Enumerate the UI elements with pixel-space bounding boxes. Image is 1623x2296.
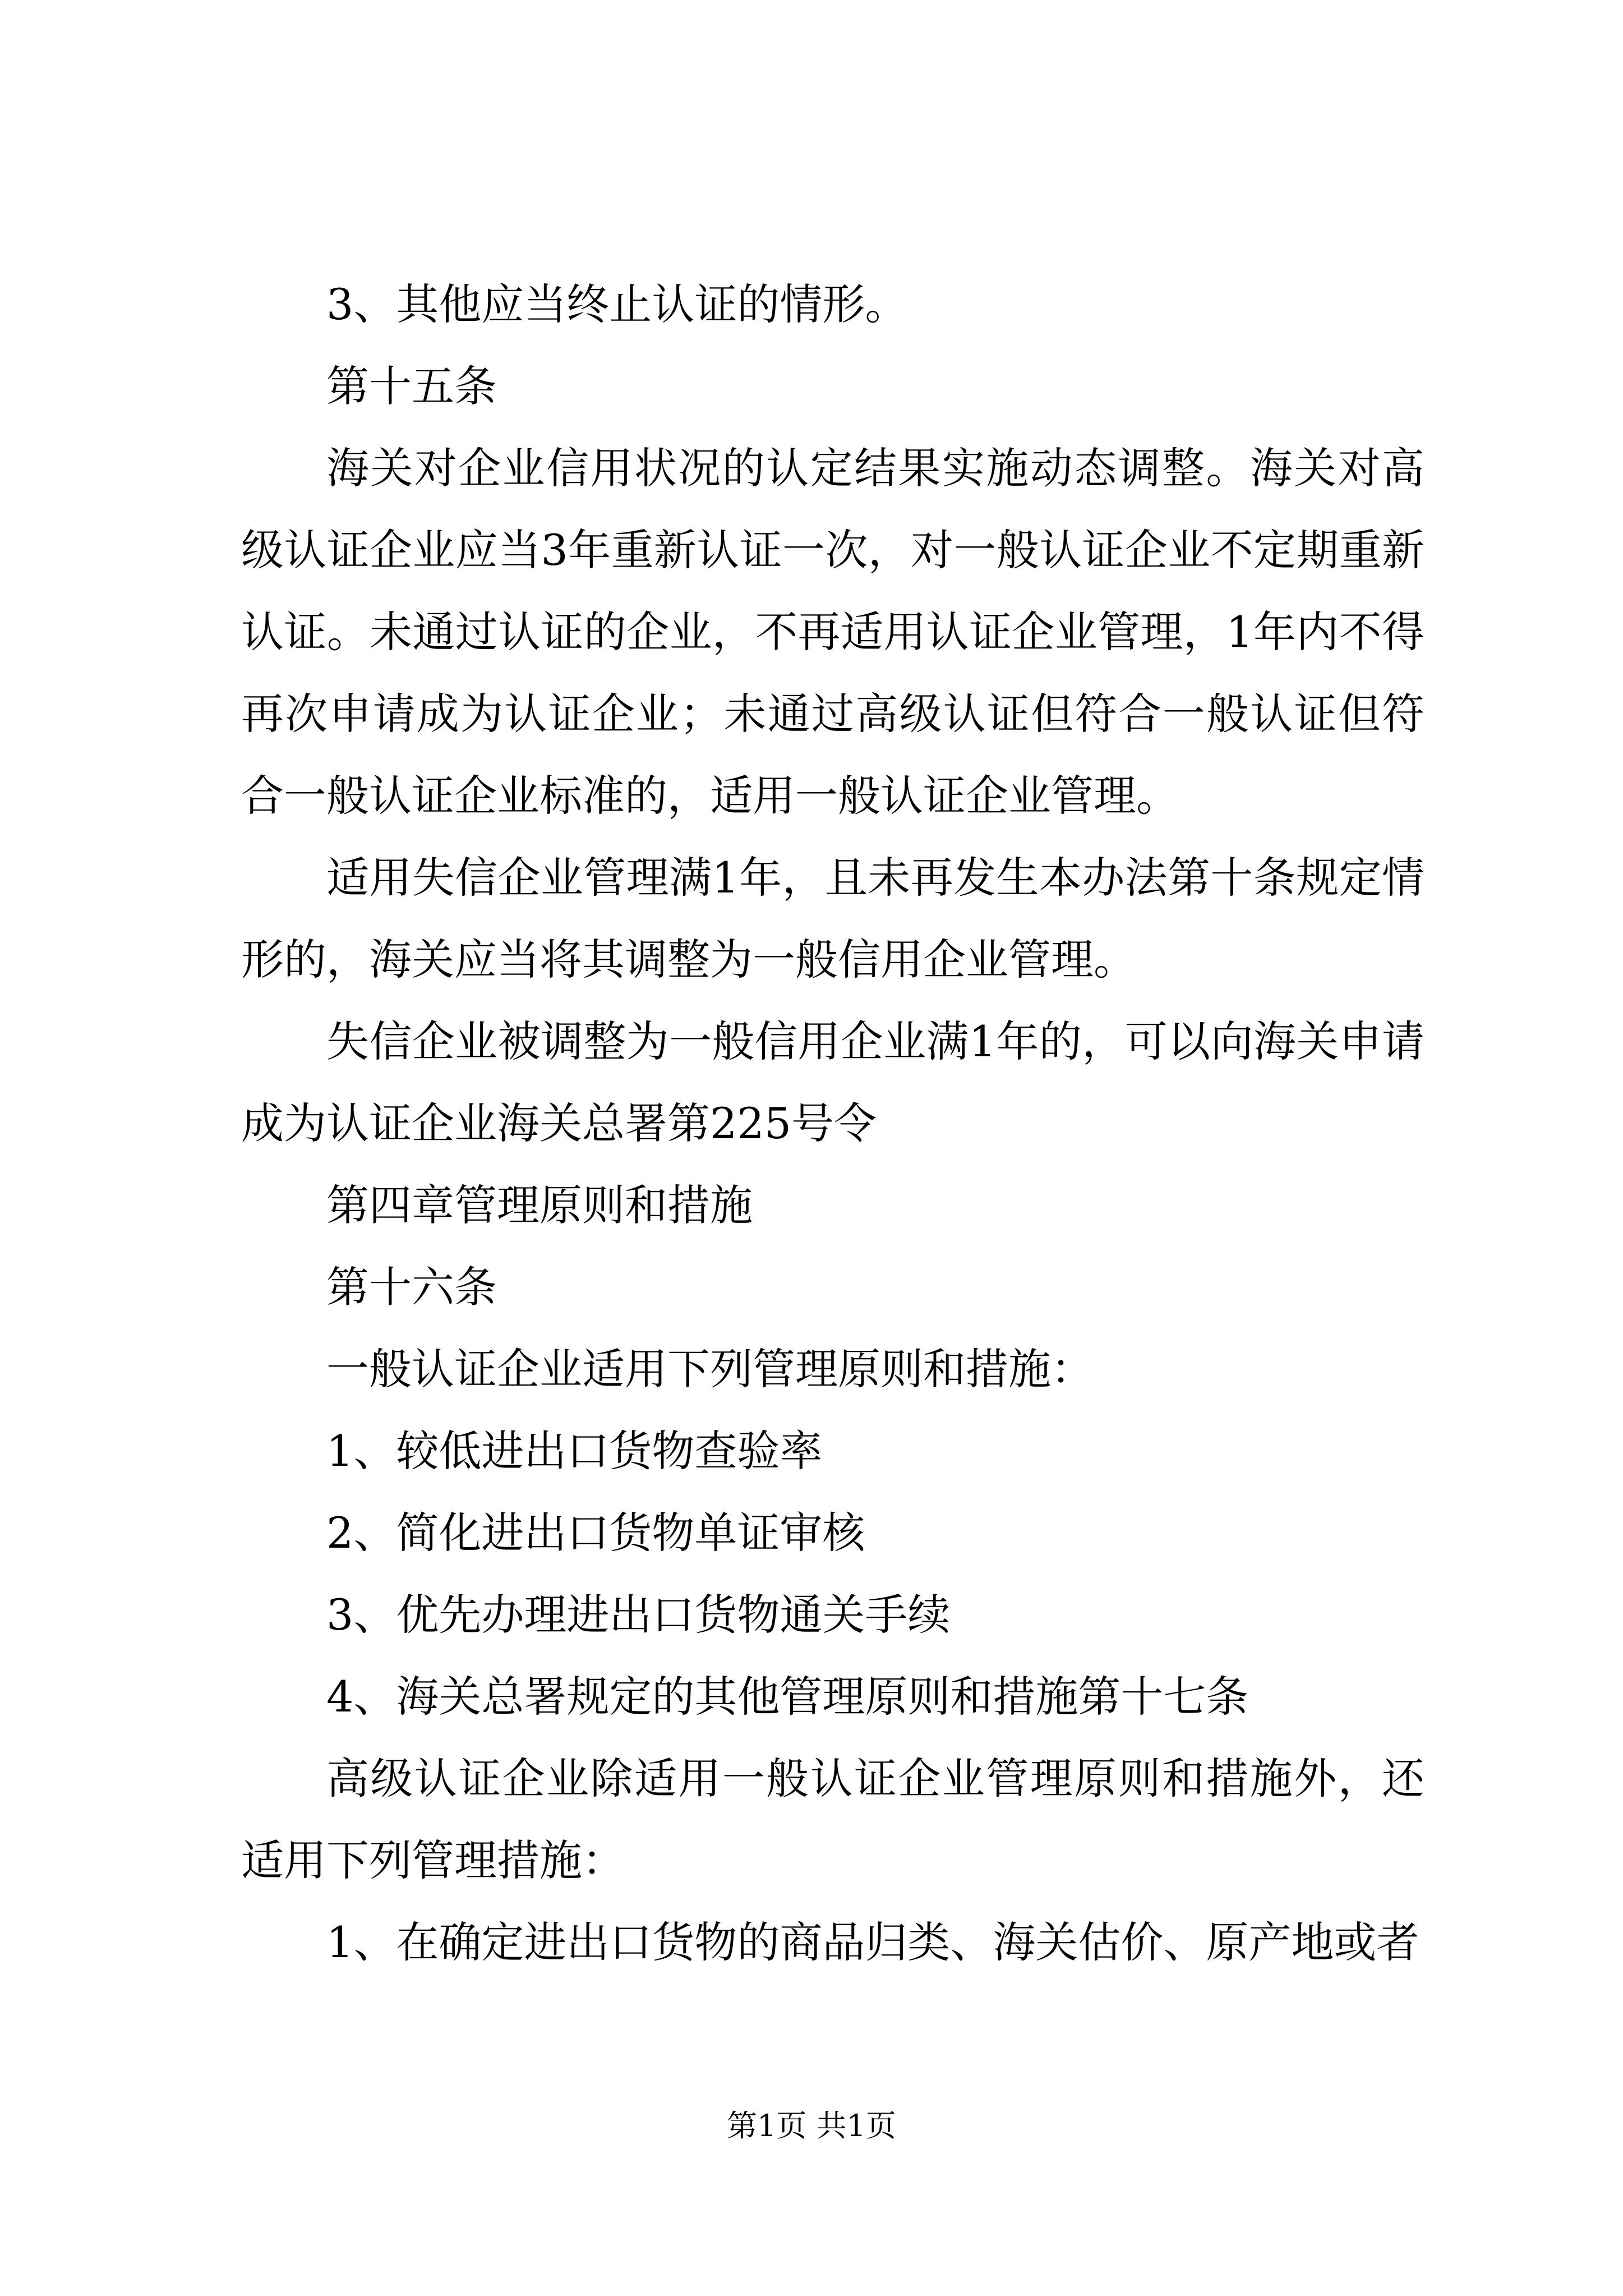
paragraph: 适用失信企业管理满1年，且未再发生本办法第十条规定情形的，海关应当将其调整为一般信用企业管理。 <box>241 853 1424 984</box>
list-item: 4、海关总署规定的其他管理原则和措施第十七条 <box>326 1672 1249 1722</box>
page-footer: 第1页 共1页 <box>727 2108 896 2143</box>
paragraph: 3、其他应当终止认证的情形。 <box>326 279 908 329</box>
document-body <box>241 264 1424 1984</box>
article-heading: 第十五条 <box>326 361 497 411</box>
list-item: 2、简化进出口货物单证审核 <box>326 1508 865 1558</box>
paragraph: 海关对企业信用状况的认定结果实施动态调整。海关对高级认证企业应当3年重新认证一次，对一般认证企业不定期重新认证。未通过认证的企业，不再适用认证企业管理，1年内不得再次申请成为认证企业；未通过高级认证但符合一般认证但符合一般认证企业标准的，适用一般认证企业管理。 <box>241 443 1424 821</box>
list-item: 3、优先办理进出口货物通关手续 <box>326 1590 951 1640</box>
chapter-heading: 第四章管理原则和措施 <box>326 1180 753 1230</box>
paragraph: 一般认证企业适用下列管理原则和措施： <box>326 1344 1094 1394</box>
paragraph: 失信企业被调整为一般信用企业满1年的，可以向海关申请成为认证企业海关总署第225号令 <box>241 1016 1424 1148</box>
list-item: 1、较低进出口货物查验率 <box>326 1426 823 1476</box>
list-item: 1、在确定进出口货物的商品归类、海关估价、原产地或者 <box>326 1917 1419 1967</box>
paragraph: 高级认证企业除适用一般认证企业管理原则和措施外，还适用下列管理措施： <box>241 1754 1424 1885</box>
article-heading: 第十六条 <box>326 1262 497 1312</box>
